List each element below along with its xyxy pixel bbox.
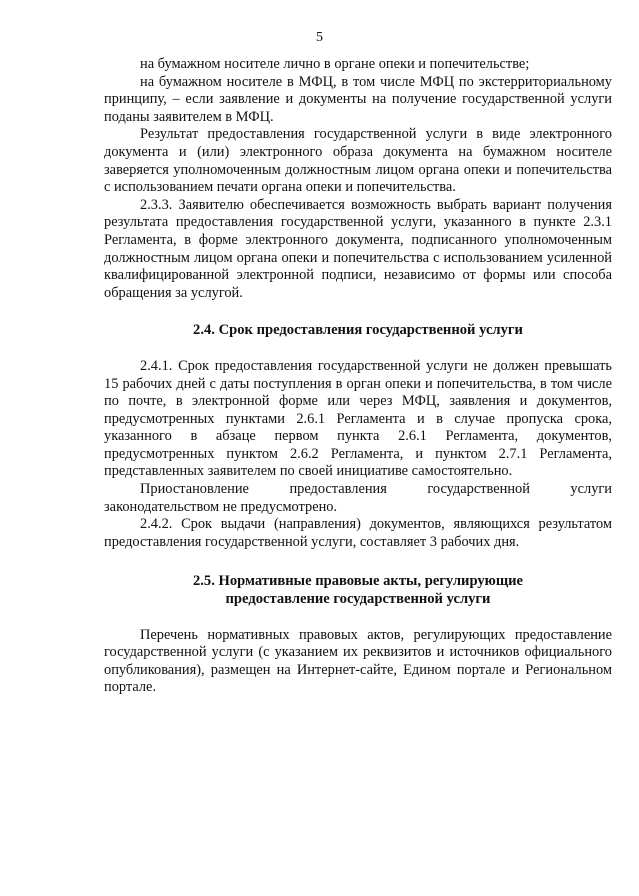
paragraph-paper-delivery-guardianship: на бумажном носителе лично в органе опеки и попечительстве; [140,56,530,72]
paragraph-2-4-1: 2.4.1. Срок предоставления государственной услуги не должен превышать 15 рабочих дней с даты поступления в орган опеки и попечительства, в том числе по почте, в электронной форме или через МФЦ, заявления и документов, предусмотренных пунктами 2.6.1 Регламента и в случае пропуска срока, указанного в абзаце первом пункта 2.6.1 Регламента, документов, предусмотренных пунктом 2.6.2 Регламента, и пунктом 2.7.1 Регламента, представленных заявителем по своей инициативе самостоятельно. [104,357,612,480]
paragraph-2-4-2: 2.4.2. Срок выдачи (направления) документов, являющихся результатом предоставления государственной услуги, составляет 3 рабочих дня. [104,516,612,550]
section-heading-2-5-line1: 2.5. Нормативные правовые акты, регулирующие [192,573,524,590]
paragraph-2-3-3: 2.3.3. Заявителю обеспечивается возможность выбрать вариант получения результата предоставления государственной услуги, указанного в пункте 2.3.1 Регламента, в форме электронного документа, подписанного уполномоченным должностным лицом органа опеки и попечительства с использованием усиленной квалифицированной электронной подписи, независимо от формы или способа обращения за услугой. [104,196,612,301]
paragraph-paper-delivery-mfc: на бумажном носителе в МФЦ, в том числе МФЦ по экстерриториальному принципу, – если заявление и документы на получение государственной услуги поданы заявителем в МФЦ. [104,73,612,125]
section-heading-2-5-line2: предоставление государственной услуги [225,591,491,608]
page-number: 5 [316,30,323,45]
section-2-4-body [104,358,612,552]
paragraph-suspension: Приостановление предоставления государственной услуги законодательством не предусмотрено. [104,481,612,515]
document-body [104,56,612,697]
section-heading-2-4: 2.4. Срок предоставления государственной услуги [193,322,523,339]
section-heading-2-5 [104,573,612,608]
section-2-5-body [104,627,612,697]
paragraph-normative-acts-list: Перечень нормативных правовых актов, регулирующих предоставление государственной услуги (с указанием их реквизитов и источников официального опубликования), размещен на Интернет-сайте, Едином портале и Региональном портале. [104,626,612,696]
paragraph-electronic-result-certification: Результат предоставления государственной услуги в виде электронного документа и (или) электронного образа документа на бумажном носителе заверяется уполномоченным должностным лицом органа опеки и попечительства с использованием печати органа опеки и попечительства. [104,126,612,196]
